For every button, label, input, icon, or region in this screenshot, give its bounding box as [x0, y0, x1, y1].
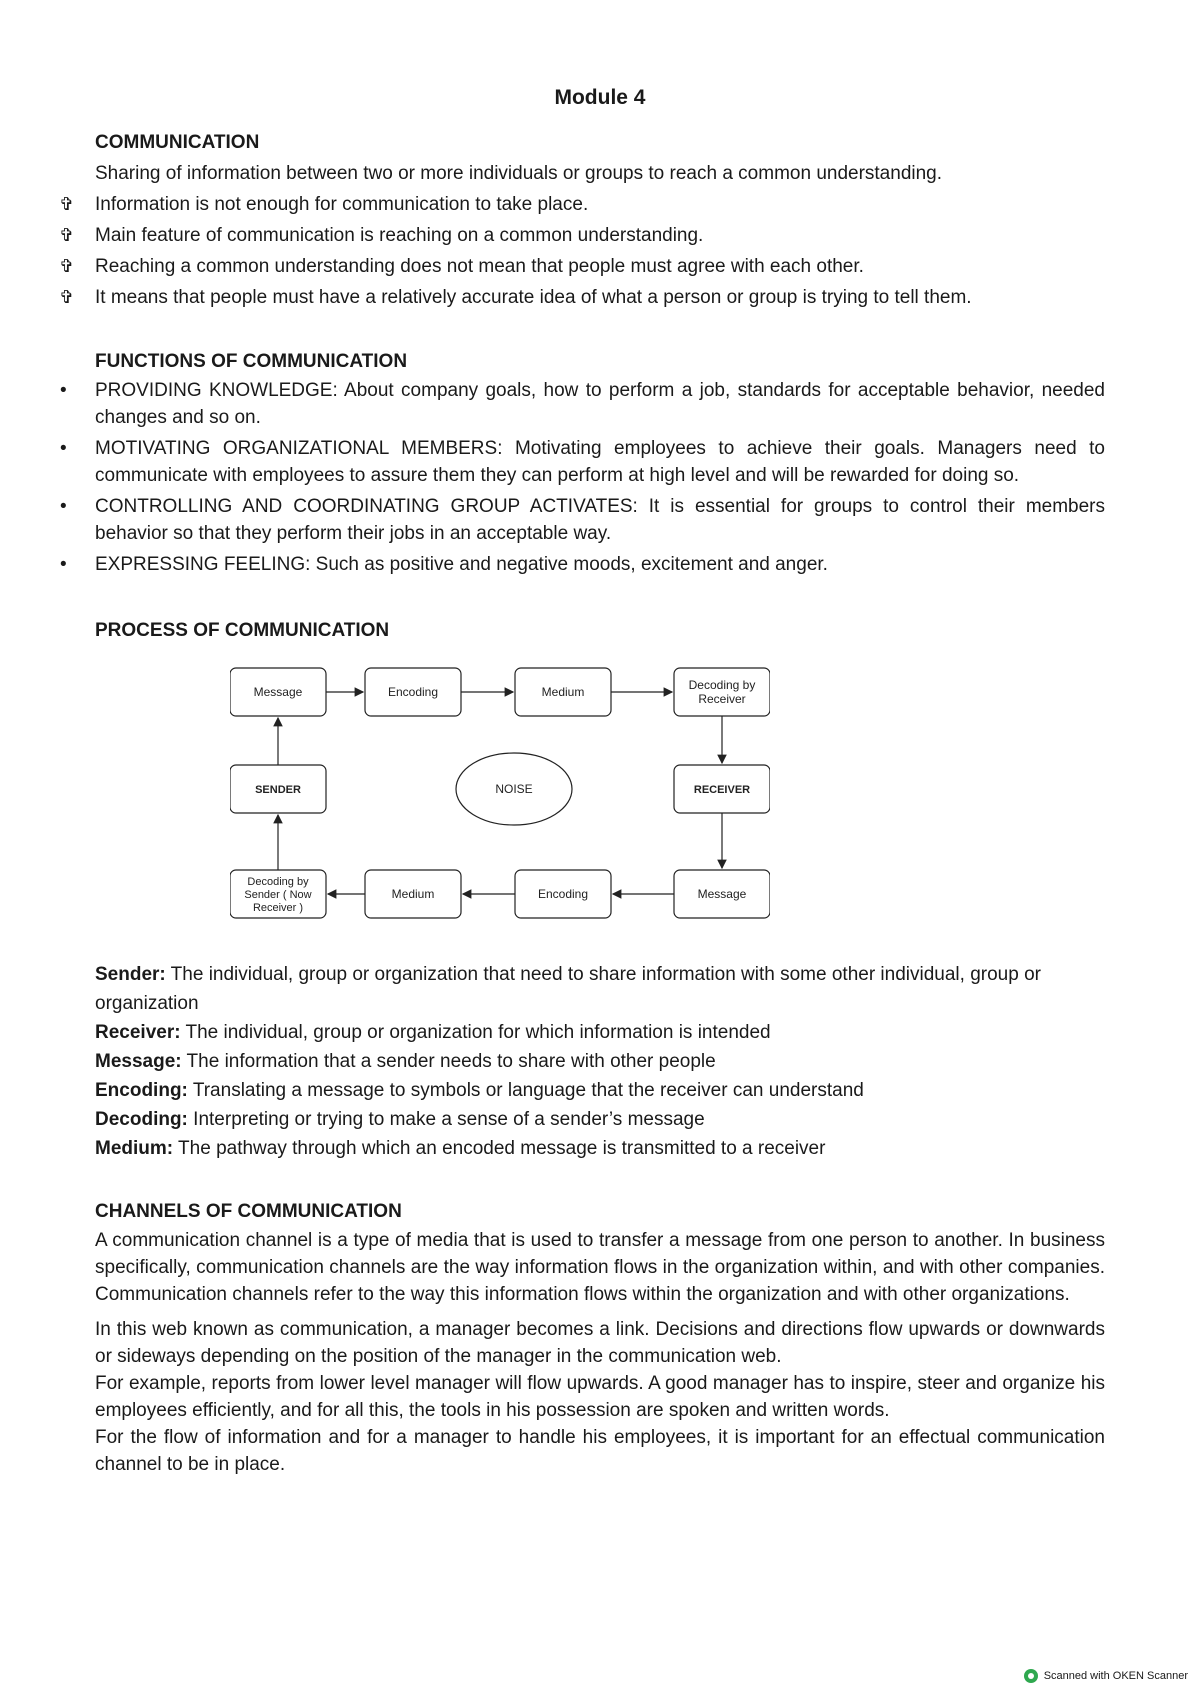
list-item: ✞ Reaching a common understanding does not mean that people must agree with each other.	[95, 251, 1105, 282]
list-item: ✞ It means that people must have a relatively accurate idea of what a person or group is trying to tell them.	[95, 282, 1105, 313]
channels-paragraph-1: A communication channel is a type of media that is used to transfer a message from one person to another. In business specifically, communication channels are the way information flows in the organization within, and with other companies. Communication channels refer to the way this information flows within the organization and with other organizations.	[95, 1230, 1105, 1305]
communication-process-diagram	[95, 650, 1105, 950]
communication-definition: Sharing of information between two or more individuals or groups to reach a common understanding.	[95, 163, 943, 184]
decoding-receiver-label-2: Receiver	[698, 692, 746, 706]
definitions-section	[95, 960, 1105, 1163]
scanner-logo-icon	[1024, 1669, 1038, 1683]
list-item: • MOTIVATING ORGANIZATIONAL MEMBERS: Motivating employees to achieve their goals. Managers need to communicate with employees to assure them they can perform at high level and will be rewarded for doing so.	[95, 435, 1105, 489]
receiver-label: RECEIVER	[693, 784, 751, 796]
cross-bullet-icon: ✞	[59, 287, 75, 307]
channels-paragraph-3: For example, reports from lower level manager will flow upwards. A good manager has to inspire, steer and organize his employees efficiently, and for all this, the tools in his possession are spoken and written words.	[95, 1373, 1105, 1421]
decoding-sender-label-3: Receiver )	[252, 902, 304, 914]
communication-heading: COMMUNICATION	[95, 132, 260, 153]
medium-label-bottom: Medium	[391, 887, 435, 901]
definition-decoding: Decoding: Interpreting or trying to make a sense of a sender’s message	[95, 1109, 705, 1130]
noise-label: NOISE	[495, 782, 533, 796]
scanner-watermark	[1024, 1669, 1188, 1683]
dot-bullet-icon: •	[60, 554, 67, 575]
encoding-label-bottom: Encoding	[537, 887, 589, 901]
process-heading: PROCESS OF COMMUNICATION	[95, 620, 390, 641]
cross-bullet-icon: ✞	[59, 256, 75, 276]
scanner-watermark-text: Scanned with OKEN Scanner	[1043, 1670, 1188, 1682]
list-item: ✞ Information is not enough for communication to take place.	[95, 189, 1105, 220]
list-item: • PROVIDING KNOWLEDGE: About company goals, how to perform a job, standards for acceptable behavior, needed changes and so on.	[95, 377, 1105, 431]
definition-receiver: Receiver: The individual, group or organization for which information is intended	[95, 1022, 771, 1043]
channels-paragraph-4: For the flow of information and for a manager to handle his employees, it is important for an effectual communication channel to be in place.	[95, 1427, 1105, 1475]
medium-label-top: Medium	[541, 685, 585, 699]
content	[59, 128, 1105, 1478]
list-item: ✞ Main feature of communication is reaching on a common understanding.	[95, 220, 1105, 251]
page-title: Module 4	[554, 86, 646, 109]
dot-bullet-icon: •	[60, 438, 67, 459]
functions-section	[60, 347, 1105, 578]
list-item: • CONTROLLING AND COORDINATING GROUP ACTIVATES: It is essential for groups to control their members behavior so that they perform their jobs in an acceptable way.	[95, 493, 1105, 547]
message-label-bottom: Message	[697, 887, 747, 901]
definition-encoding: Encoding: Translating a message to symbols or language that the receiver can understand	[95, 1080, 864, 1101]
definition-medium: Medium: The pathway through which an encoded message is transmitted to a receiver	[95, 1138, 826, 1159]
channels-heading: CHANNELS OF COMMUNICATION	[95, 1201, 402, 1222]
functions-list	[60, 377, 1105, 578]
communication-section	[59, 128, 1105, 313]
encoding-label-top: Encoding	[387, 685, 439, 699]
cross-bullet-icon: ✞	[59, 225, 75, 245]
definition-message: Message: The information that a sender needs to share with other people	[95, 1051, 716, 1072]
sender-label: SENDER	[255, 784, 301, 796]
functions-heading: FUNCTIONS OF COMMUNICATION	[95, 351, 408, 372]
decoding-sender-label-2: Sender ( Now	[244, 889, 312, 901]
list-item: • EXPRESSING FEELING: Such as positive and negative moods, excitement and anger.	[95, 551, 1105, 578]
definition-sender: Sender: The individual, group or organization that need to share information with some other individual, group or organization	[95, 964, 1041, 1014]
message-label-top: Message	[253, 685, 303, 699]
dot-bullet-icon: •	[60, 496, 67, 517]
dot-bullet-icon: •	[60, 380, 67, 401]
channels-section	[95, 1197, 1105, 1478]
decoding-sender-label-1: Decoding by	[247, 876, 309, 888]
communication-bullets	[59, 189, 1105, 313]
decoding-receiver-label-1: Decoding by	[688, 678, 756, 692]
process-section	[95, 616, 1105, 950]
channels-paragraph-2: In this web known as communication, a manager becomes a link. Decisions and directions flow upwards or downwards or sideways depending on the position of the manager in the communication web.	[95, 1319, 1105, 1367]
cross-bullet-icon: ✞	[59, 194, 75, 214]
